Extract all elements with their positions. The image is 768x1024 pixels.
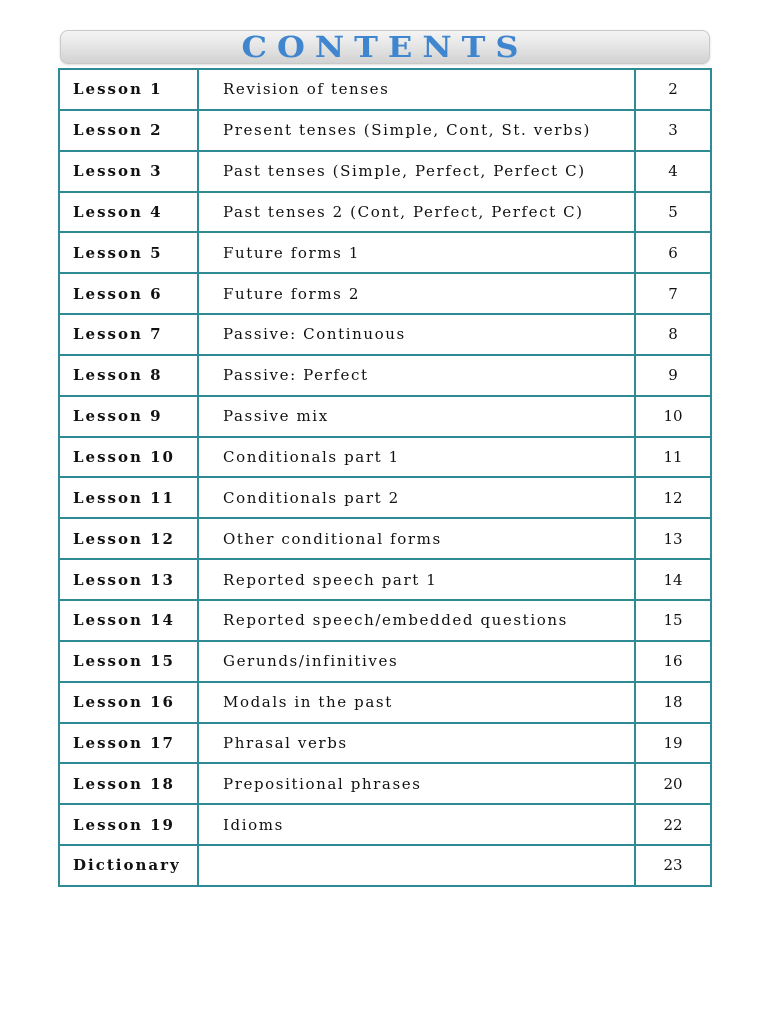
page-number: 4 [635, 151, 711, 192]
page-number: 7 [635, 273, 711, 314]
contents-row [59, 232, 711, 273]
contents-row [59, 110, 711, 151]
lesson-topic: Revision of tenses [198, 69, 635, 110]
contents-row [59, 69, 711, 110]
page-number: 3 [635, 110, 711, 151]
lesson-label: Lesson 2 [59, 110, 198, 151]
lesson-label: Lesson 17 [59, 723, 198, 764]
contents-row [59, 682, 711, 723]
page-number: 19 [635, 723, 711, 764]
page-title: CONTENTS [241, 29, 529, 65]
contents-row [59, 723, 711, 764]
lesson-topic: Future forms 2 [198, 273, 635, 314]
lesson-topic: Idioms [198, 804, 635, 845]
lesson-label: Lesson 18 [59, 763, 198, 804]
lesson-topic: Modals in the past [198, 682, 635, 723]
contents-row [59, 355, 711, 396]
page-number: 11 [635, 437, 711, 478]
lesson-label: Lesson 3 [59, 151, 198, 192]
lesson-label: Lesson 5 [59, 232, 198, 273]
lesson-label: Lesson 7 [59, 314, 198, 355]
contents-row [59, 763, 711, 804]
lesson-topic [198, 845, 635, 886]
contents-row [59, 804, 711, 845]
contents-row [59, 437, 711, 478]
page-number: 10 [635, 396, 711, 437]
lesson-topic: Past tenses 2 (Cont, Perfect, Perfect C) [198, 192, 635, 233]
lesson-label: Lesson 11 [59, 477, 198, 518]
contents-row [59, 518, 711, 559]
contents-row [59, 273, 711, 314]
lesson-topic: Prepositional phrases [198, 763, 635, 804]
page-number: 15 [635, 600, 711, 641]
lesson-topic: Reported speech part 1 [198, 559, 635, 600]
lesson-topic: Past tenses (Simple, Perfect, Perfect C) [198, 151, 635, 192]
page-number: 8 [635, 314, 711, 355]
page-number: 6 [635, 232, 711, 273]
lesson-label: Dictionary [59, 845, 198, 886]
contents-row [59, 600, 711, 641]
contents-row [59, 477, 711, 518]
contents-table [58, 68, 712, 887]
contents-row [59, 314, 711, 355]
lesson-label: Lesson 6 [59, 273, 198, 314]
title-banner [60, 30, 710, 64]
lesson-label: Lesson 15 [59, 641, 198, 682]
lesson-label: Lesson 10 [59, 437, 198, 478]
contents-row [59, 845, 711, 886]
lesson-topic: Present tenses (Simple, Cont, St. verbs) [198, 110, 635, 151]
page-number: 16 [635, 641, 711, 682]
page-number: 22 [635, 804, 711, 845]
lesson-topic: Other conditional forms [198, 518, 635, 559]
lesson-topic: Passive: Continuous [198, 314, 635, 355]
lesson-topic: Future forms 1 [198, 232, 635, 273]
lesson-label: Lesson 4 [59, 192, 198, 233]
page-number: 2 [635, 69, 711, 110]
page-number: 9 [635, 355, 711, 396]
lesson-topic: Phrasal verbs [198, 723, 635, 764]
page-number: 20 [635, 763, 711, 804]
lesson-label: Lesson 1 [59, 69, 198, 110]
lesson-label: Lesson 19 [59, 804, 198, 845]
lesson-label: Lesson 13 [59, 559, 198, 600]
contents-row [59, 641, 711, 682]
lesson-label: Lesson 14 [59, 600, 198, 641]
page-number: 18 [635, 682, 711, 723]
lesson-topic: Gerunds/infinitives [198, 641, 635, 682]
contents-row [59, 559, 711, 600]
contents-row [59, 151, 711, 192]
contents-row [59, 192, 711, 233]
lesson-topic: Conditionals part 2 [198, 477, 635, 518]
lesson-topic: Passive: Perfect [198, 355, 635, 396]
page-number: 23 [635, 845, 711, 886]
contents-row [59, 396, 711, 437]
lesson-topic: Conditionals part 1 [198, 437, 635, 478]
page-number: 5 [635, 192, 711, 233]
lesson-topic: Reported speech/embedded questions [198, 600, 635, 641]
lesson-label: Lesson 8 [59, 355, 198, 396]
page-number: 13 [635, 518, 711, 559]
lesson-label: Lesson 12 [59, 518, 198, 559]
lesson-label: Lesson 16 [59, 682, 198, 723]
lesson-topic: Passive mix [198, 396, 635, 437]
page-number: 12 [635, 477, 711, 518]
lesson-label: Lesson 9 [59, 396, 198, 437]
page-number: 14 [635, 559, 711, 600]
contents-table-body [59, 69, 711, 886]
